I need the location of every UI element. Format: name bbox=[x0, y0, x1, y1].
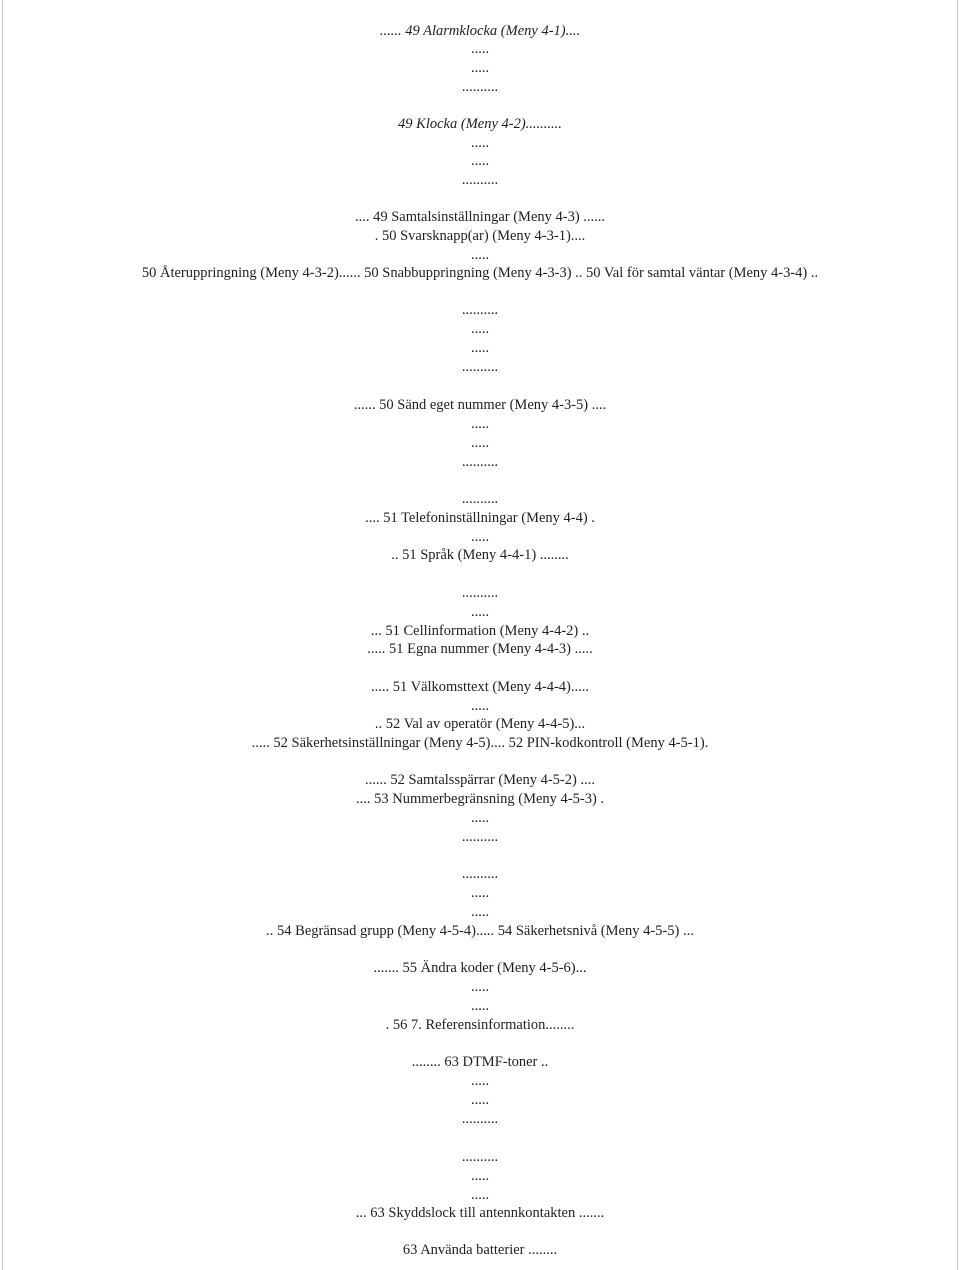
toc-line: ..... bbox=[470, 135, 490, 151]
toc-line: 50 Återuppringning (Meny 4-3-2)...... 50 Snabbuppringning (Meny 4-3-3) .. 50 Val för samtal väntar (Meny 4-3-4) .. bbox=[141, 265, 819, 281]
toc-line: 63 Använda batterier ........ bbox=[402, 1242, 558, 1258]
toc-line: ....... 55 Ändra koder (Meny 4-5-6)... bbox=[373, 960, 587, 976]
toc-line: ..... bbox=[470, 885, 490, 901]
toc-line: ..... bbox=[470, 153, 490, 169]
toc-line: .......... bbox=[461, 1111, 499, 1127]
toc-line: ..... bbox=[470, 60, 490, 76]
toc-line: 49 Klocka (Meny 4-2).......... bbox=[398, 116, 562, 132]
toc-line: . 56 7. Referensinformation........ bbox=[385, 1017, 575, 1033]
toc-line: ..... bbox=[470, 41, 490, 57]
toc-line: ..... bbox=[470, 979, 490, 995]
toc-line: .... 53 Nummerbegränsning (Meny 4-5-3) . bbox=[355, 791, 605, 807]
toc-line: .......... bbox=[461, 585, 499, 601]
toc-line: ..... bbox=[470, 698, 490, 714]
toc-line: ..... bbox=[470, 1187, 490, 1203]
toc-line: ..... 51 Välkomsttext (Meny 4-4-4)..... bbox=[370, 679, 589, 695]
toc-line: ..... bbox=[470, 604, 490, 620]
toc-line: ...... 49 Alarmklocka (Meny 4-1).... bbox=[379, 23, 581, 39]
toc-line: .... 51 Telefoninställningar (Meny 4-4) . bbox=[365, 510, 595, 526]
toc-line: . 50 Svarsknapp(ar) (Meny 4-3-1).... bbox=[374, 228, 586, 244]
toc-line: .......... bbox=[461, 454, 499, 470]
toc-line: ...... 50 Sänd eget nummer (Meny 4-3-5) .... bbox=[353, 397, 607, 413]
toc-line: ..... bbox=[470, 340, 490, 356]
toc-line: .......... bbox=[461, 491, 499, 507]
toc-line: ..... bbox=[470, 1168, 490, 1184]
toc-line: ..... bbox=[470, 1092, 490, 1108]
toc-line: ........ 63 DTMF-toner .. bbox=[411, 1054, 549, 1070]
toc-line: ..... bbox=[470, 904, 490, 920]
toc-line: .. 54 Begränsad grupp (Meny 4-5-4)..... 54 Säkerhetsnivå (Meny 4-5-5) ... bbox=[266, 923, 694, 939]
toc-line: .......... bbox=[461, 1149, 499, 1165]
toc-line: .. 51 Språk (Meny 4-4-1) ........ bbox=[391, 547, 569, 563]
toc-line: ... 63 Skyddslock till antennkontakten ....... bbox=[355, 1205, 605, 1221]
toc-line: .......... bbox=[461, 79, 499, 95]
toc-line: ...... 52 Samtalsspärrar (Meny 4-5-2) .... bbox=[365, 772, 595, 788]
toc-line: .. 52 Val av operatör (Meny 4-4-5)... bbox=[374, 716, 586, 732]
toc-line: .... 49 Samtalsinställningar (Meny 4-3) ...... bbox=[354, 209, 606, 225]
toc-line: ..... bbox=[470, 810, 490, 826]
toc-line: ..... bbox=[470, 998, 490, 1014]
toc-line: ..... bbox=[470, 247, 490, 263]
toc-line: ... 51 Cellinformation (Meny 4-4-2) .. bbox=[370, 623, 590, 639]
toc-line: ..... bbox=[470, 435, 490, 451]
toc-line: ..... bbox=[470, 321, 490, 337]
toc-line: ..... bbox=[470, 529, 490, 545]
toc-line: .......... bbox=[461, 359, 499, 375]
toc-line: .......... bbox=[461, 172, 499, 188]
toc-line: .......... bbox=[461, 829, 499, 845]
toc-line: ..... 52 Säkerhetsinställningar (Meny 4-5).... 52 PIN-kodkontroll (Meny 4-5-1). bbox=[251, 735, 709, 751]
toc-line: ..... 51 Egna nummer (Meny 4-4-3) ..... bbox=[367, 641, 593, 657]
toc-line: ..... bbox=[470, 416, 490, 432]
toc-line: ..... bbox=[470, 1073, 490, 1089]
toc-line: .......... bbox=[461, 866, 499, 882]
toc-line: .......... bbox=[461, 302, 499, 318]
